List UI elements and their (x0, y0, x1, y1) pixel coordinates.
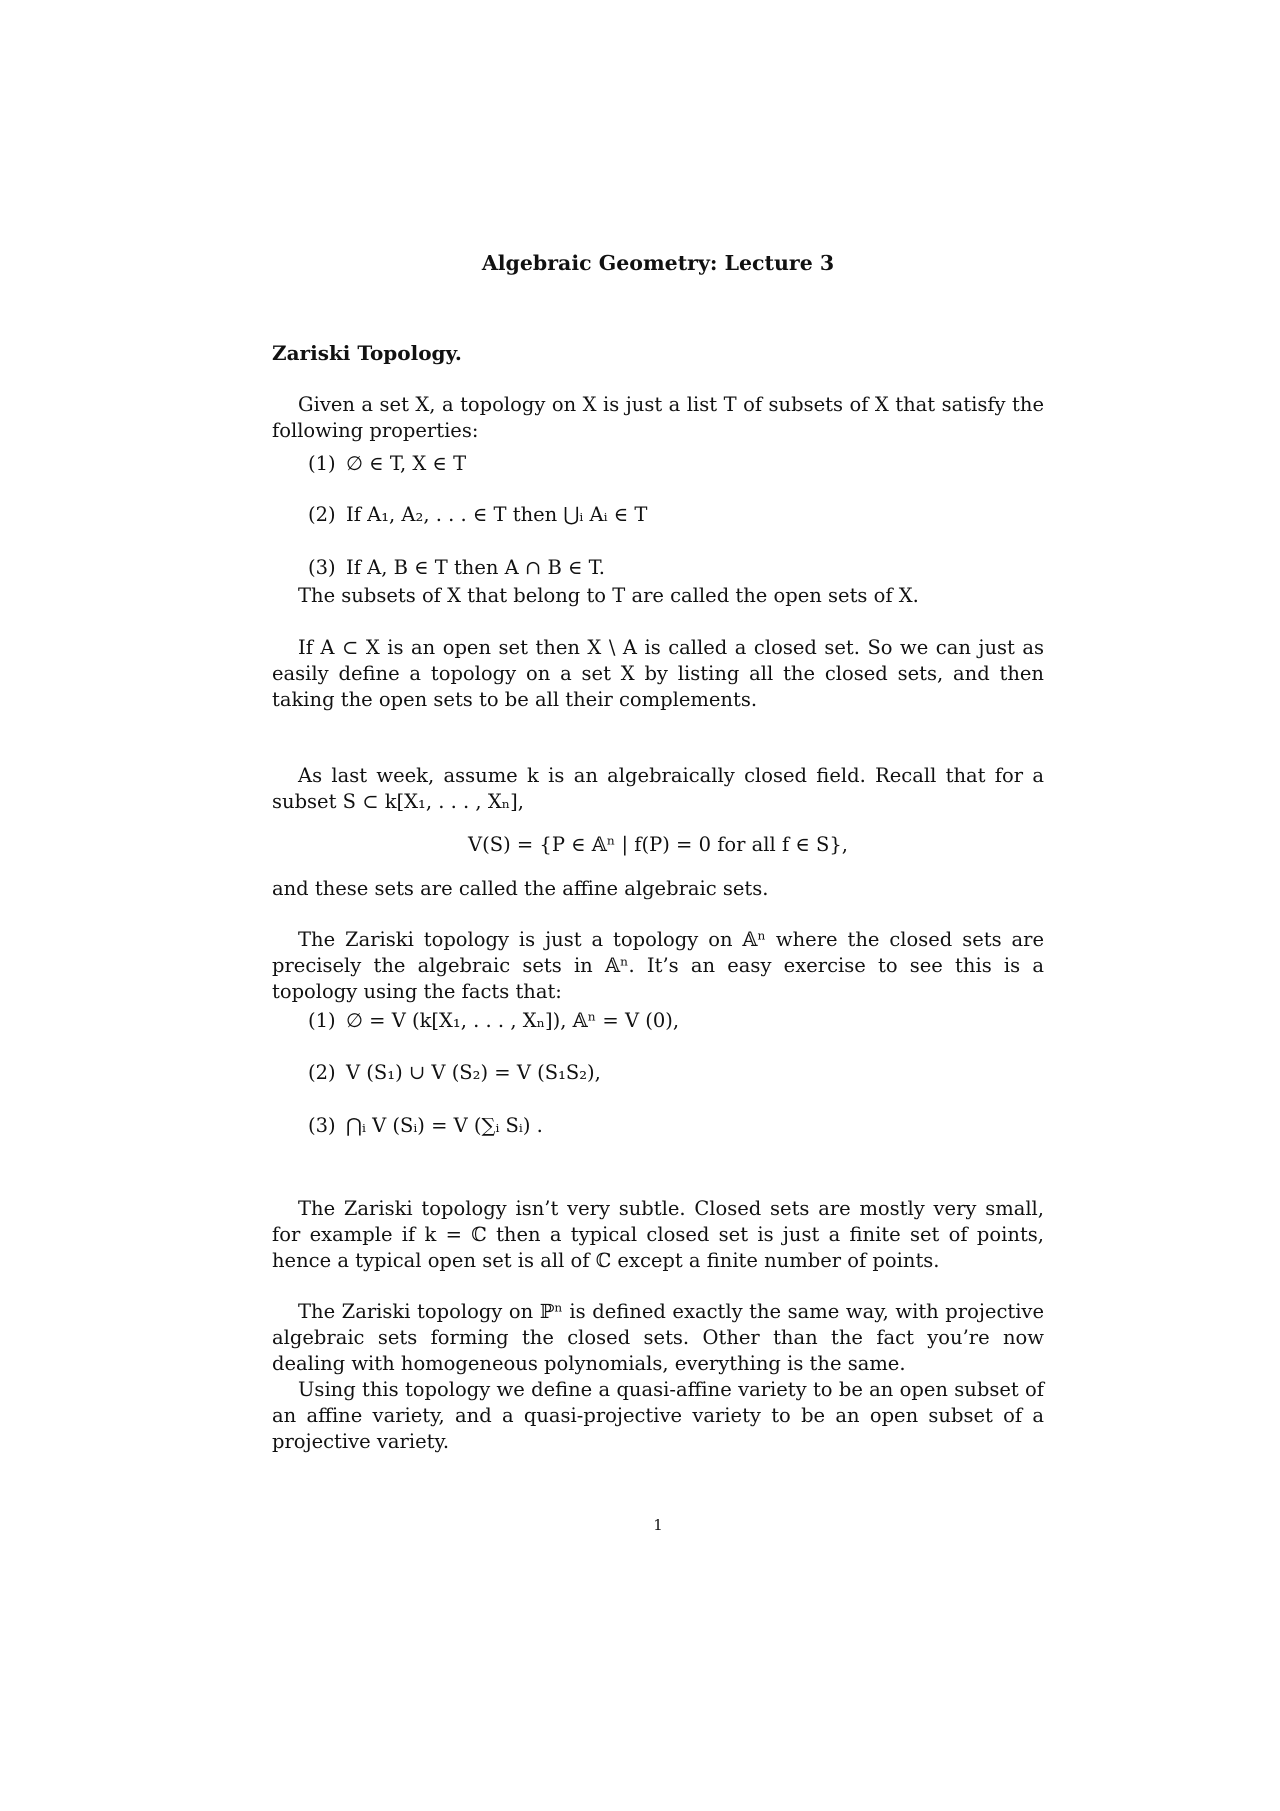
paragraph-open-sets (272, 583, 1044, 609)
paragraph-text: The subsets of X that belong to T are called the open sets of X. (298, 584, 919, 607)
paragraph-zariski-definition (272, 927, 1044, 1005)
list-item-number: (1) (308, 1009, 336, 1032)
list-item (308, 1060, 1044, 1086)
list-item (308, 502, 1044, 528)
list-item-number: (1) (308, 452, 336, 475)
list-item-number: (3) (308, 1114, 336, 1137)
list-item-text: ∅ ∈ T, X ∈ T (346, 452, 467, 475)
list-item-text: ∅ = V (k[X₁, . . . , Xₙ]), 𝔸ⁿ = V (0), (346, 1009, 680, 1032)
paragraph-text: The Zariski topology on ℙⁿ is defined exactly the same way, with projective algebraic sets forming the closed sets. Other than the fact you’re now dealing with homogeneous polynomials, everything is the same. (272, 1300, 1044, 1375)
list-item-text: ⋂ᵢ V (Sᵢ) = V (∑ᵢ Sᵢ) . (346, 1114, 543, 1137)
paragraph-text: and these sets are called the affine algebraic sets. (272, 877, 769, 900)
document-title: Algebraic Geometry: Lecture 3 (481, 251, 835, 275)
paragraph-topology-definition (272, 392, 1044, 444)
paragraph-closed-sets (272, 635, 1044, 713)
paragraph-text: Given a set X, a topology on X is just a list T of subsets of X that satisfy the following properties: (272, 393, 1044, 442)
section-heading: Zariski Topology. (272, 341, 462, 365)
paragraph-text: If A ⊂ X is an open set then X \ A is called a closed set. So we can just as easily define a topology on a set X by listing all the closed sets, and then taking the open sets to be all their complements. (272, 636, 1044, 711)
list-item (308, 451, 1044, 477)
list-item (308, 1113, 1044, 1139)
page-number: 1 (653, 1516, 663, 1534)
list-item-number: (2) (308, 1061, 336, 1084)
list-item (308, 555, 1044, 581)
display-equation: V(S) = {P ∈ 𝔸ⁿ | f(P) = 0 for all f ∈ S}, (468, 833, 848, 856)
list-item-number: (3) (308, 556, 336, 579)
paragraph-projective (272, 1299, 1044, 1455)
paragraph-text: As last week, assume k is an algebraically closed field. Recall that for a subset S ⊂ k[X₁, . . . , Xₙ], (272, 764, 1044, 813)
paragraph-zariski-subtlety (272, 1196, 1044, 1274)
list-item-number: (2) (308, 503, 336, 526)
list-item-text: If A, B ∈ T then A ∩ B ∈ T. (346, 556, 605, 579)
document-page (272, 0, 1044, 1811)
list-item (308, 1008, 1044, 1034)
list-item-text: If A₁, A₂, . . . ∈ T then ⋃ᵢ Aᵢ ∈ T (346, 503, 648, 526)
list-item-text: V (S₁) ∪ V (S₂) = V (S₁S₂), (346, 1061, 601, 1084)
paragraph-text: The Zariski topology isn’t very subtle. Closed sets are mostly very small, for example if k = ℂ then a typical closed set is just a finite set of points, hence a typical open set is all of ℂ except a finite number of points. (272, 1197, 1044, 1272)
paragraph-text: The Zariski topology is just a topology on 𝔸ⁿ where the closed sets are precisely the algebraic sets in 𝔸ⁿ. It’s an easy exercise to see this is a topology using the facts that: (272, 928, 1044, 1003)
paragraph-text: Using this topology we define a quasi-affine variety to be an open subset of an affine variety, and a quasi-projective variety to be an open subset of a projective variety. (272, 1378, 1044, 1453)
paragraph-affine-sets (272, 876, 1044, 902)
paragraph-algebraic-field (272, 763, 1044, 815)
